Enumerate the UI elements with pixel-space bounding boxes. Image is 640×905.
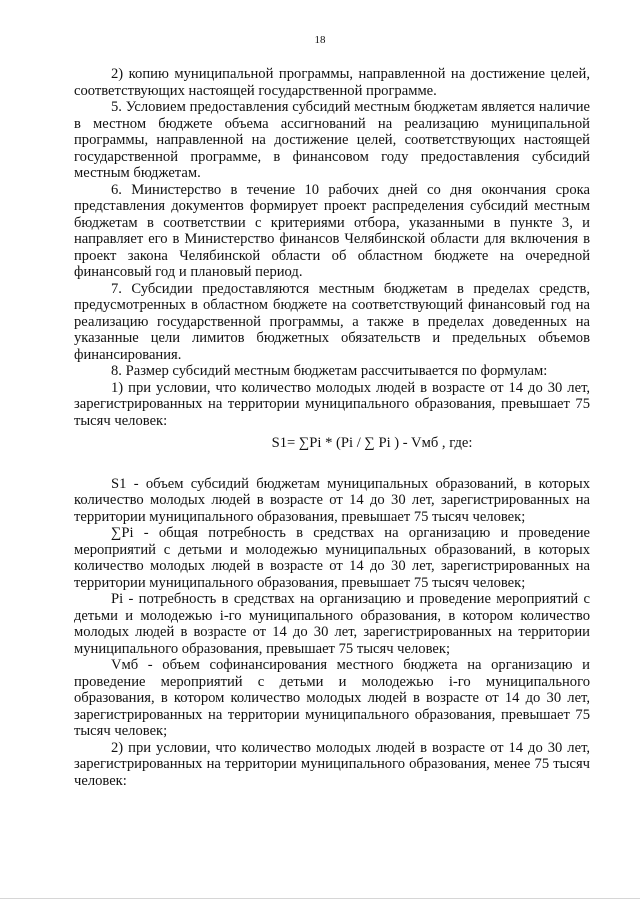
paragraph-condition-of-subsidy: 5. Условием предоставления субсидий местным бюджетам является наличие в местном бюджете объема ассигнований на реализацию муниципальной программы, направленной на достижение целей, соответствующих настоящей государственной программе, в финансовом году предоставления субсидий местным бюджетам.	[74, 99, 590, 181]
paragraph-subsidy-limits: 7. Субсидии предоставляются местным бюджетам в пределах средств, предусмотренных в областном бюджете на соответствующий финансовый год на реализацию государственной программы, а также в пределах доведенных на указанные цели лимитов бюджетных обязательств и предельных объемов финансирования.	[74, 280, 590, 363]
page-number: 18	[314, 34, 326, 46]
document-body	[74, 66, 590, 789]
paragraph-subsidy-size: 8. Размер субсидий местным бюджетам рассчитывается по формулам:	[111, 363, 548, 379]
definition-pi: Pi - потребность в средствах на организацию и проведение мероприятий с детьми и молодежью i-го муниципального образования, в котором количество молодых людей в возрасте от 14 до 30 лет, зарегистрированных на территории муниципального образования, превышает 75 тысяч человек;	[74, 591, 590, 657]
paragraph-condition-under-75k: 2) при условии, что количество молодых людей в возрасте от 14 до 30 лет, зарегистрированных на территории муниципального образования, менее 75 тысяч человек:	[74, 739, 590, 789]
paragraph-copy-of-program: 2) копию муниципальной программы, направленной на достижение целей, соответствующих настоящей государственной программе.	[74, 66, 590, 99]
definition-s1: S1 - объем субсидий бюджетам муниципальных образований, в которых количество молодых людей в возрасте от 14 до 30 лет, зарегистрированных на территории муниципального образования, превышает 75 тысяч человек;	[74, 475, 590, 525]
paragraph-ministry-distribution: 6. Министерство в течение 10 рабочих дней со дня окончания срока представления документов формирует проект распределения субсидий местным бюджетам в соответствии с критериями отбора, указанными в пункте 3, и направляет его в Министерство финансов Челябинской области для включения в проект закона Челябинской области об областном бюджете на очередной финансовый год и плановый период.	[74, 181, 590, 280]
paragraph-condition-over-75k: 1) при условии, что количество молодых людей в возрасте от 14 до 30 лет, зарегистрированных на территории муниципального образования, превышает 75 тысяч человек:	[74, 379, 590, 429]
page-bottom-edge	[0, 898, 640, 899]
definition-sum-pi: ∑Pi - общая потребность в средствах на организацию и проведение мероприятий с детьми и молодежью муниципальных образований, в которых количество молодых людей в возрасте от 14 до 30 лет, зарегистрированных на территории муниципального образования, превышает 75 тысяч человек;	[74, 525, 590, 591]
formula: S1= ∑Pi * (Pi / ∑ Pi ) - Vмб , где:	[271, 435, 473, 451]
definition-vmb: Vмб - объем софинансирования местного бюджета на организацию и проведение мероприятий с детьми и молодежью i-го муниципального образования, в котором количество молодых людей в возрасте от 14 до 30 лет, зарегистрированных на территории муниципального образования, превышает 75 тысяч человек;	[74, 657, 590, 739]
